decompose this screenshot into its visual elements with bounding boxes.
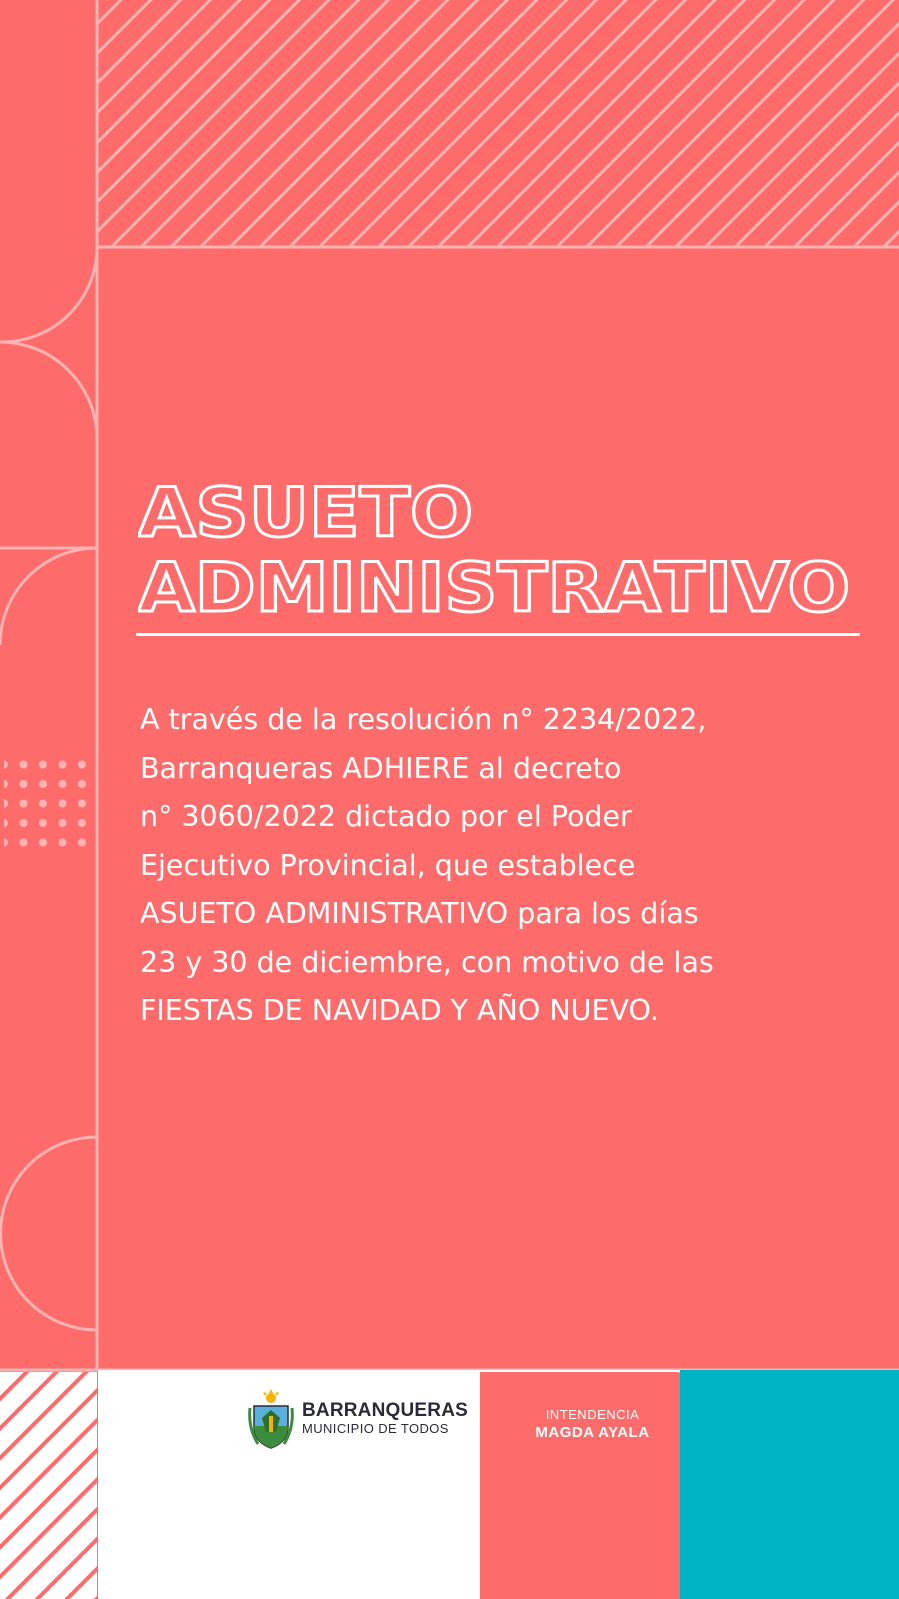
- intendencia-block: [505, 1406, 680, 1443]
- intendencia-name: MAGDA AYALA: [535, 1424, 650, 1441]
- footer-teal-panel: [680, 1370, 899, 1599]
- logo-subtitle: MUNICIPIO DE TODOS: [302, 1421, 449, 1436]
- left-arc-3: [0, 548, 97, 645]
- municipality-logo: [248, 1388, 468, 1450]
- body-line: ASUETO ADMINISTRATIVO para los días: [140, 897, 699, 930]
- left-arc-2: [0, 342, 97, 548]
- title-block: [138, 478, 858, 628]
- body-line: 23 y 30 de diciembre, con motivo de las: [140, 945, 714, 979]
- title-line-2: ADMINISTRATIVO: [138, 549, 850, 628]
- bottom-left-hatch: [0, 1372, 97, 1599]
- top-hatch: [98, 0, 899, 247]
- footer-coral-panel: [480, 1370, 705, 1599]
- body-line: A través de la resolución n° 2234/2022,: [140, 703, 707, 736]
- dot-grid: [4, 758, 98, 854]
- logo-name: BARRANQUERAS: [302, 1400, 469, 1421]
- left-arc-1: [0, 248, 97, 342]
- municipal-shield-icon: [248, 1388, 294, 1450]
- body-line: n° 3060/2022 dictado por el Poder: [140, 800, 632, 833]
- left-arc-4: [0, 1137, 97, 1330]
- body-line: Barranqueras ADHIERE al decreto: [140, 751, 622, 785]
- announcement-text: [140, 696, 875, 1036]
- title-underline: [136, 633, 860, 636]
- outlined-title: [138, 478, 860, 628]
- intendencia-label: INTENDENCIA: [545, 1407, 640, 1422]
- body-line: Ejecutivo Provincial, que establece: [140, 848, 636, 882]
- body-line: FIESTAS DE NAVIDAD Y AÑO NUEVO.: [140, 994, 659, 1027]
- title-line-1: ASUETO: [138, 478, 474, 553]
